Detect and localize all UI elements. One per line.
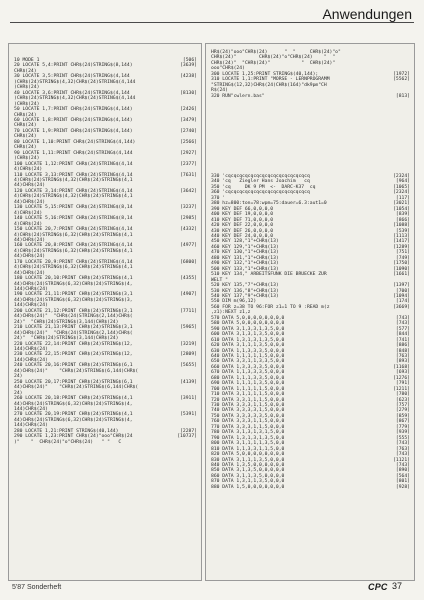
listing-code: 750 DATA 3,3,3,3,3,5,0,0,0 xyxy=(211,413,285,419)
listing-code: 24) xyxy=(14,374,23,380)
listing-code: 280 LOCATE 1,21:PRINT STRING$(40,144) xyxy=(14,428,119,434)
listing-checksum: [780] xyxy=(395,392,410,398)
listing-checksum: [964] xyxy=(395,179,410,185)
listing-checksum: [2324] xyxy=(393,190,410,196)
listing-checksum: [2377] xyxy=(180,161,197,167)
listing-code: 600 DATA 3,1,3,1,3,5,0,0,0 xyxy=(211,332,285,338)
listing-code: 240 LOCATE 20,16:PRINT CHR$(24)STRING$(6,1 xyxy=(14,363,133,369)
listing-checksum: [7631] xyxy=(180,172,197,178)
listing-checksum: [1661] xyxy=(393,272,410,278)
listing-code: 90 LOCATE 1,11:PRINT CHR$(24)STRING$(4,144 xyxy=(14,150,133,156)
listing-code: 800 DATA 3,1,1,1,1,3,5,0,0 xyxy=(211,441,285,447)
listing-checksum: [1276] xyxy=(393,375,410,381)
listing-checksum: [117] xyxy=(395,195,410,201)
listing-checksum: [4332] xyxy=(180,227,197,233)
listing-code: 44)CHR$(24)" "CHR$(24)STRING$(2,144)CHR$( xyxy=(14,330,133,336)
listing-checksum: [844] xyxy=(395,332,410,338)
listing-code: 60 LOCATE 1,8:PRINT CHR$(24)STRING$(4,144) xyxy=(14,117,133,123)
listing-code: 450 KEY 128,"1"+CHR$(13) xyxy=(211,239,279,245)
listing-checksum: [2927] xyxy=(180,150,197,156)
listing-code: 290 LOCATE 1,23:PRINT CHR$(24)"ooo"CHR$(24 xyxy=(14,434,133,440)
listing-code: 144)CHR$(24) xyxy=(14,407,48,412)
listing-checksum: [2426] xyxy=(180,107,197,113)
listing-code: 310 LOCATE 1,1:PRINT "MORSE - LERNPROGRAMM xyxy=(211,77,330,83)
listing-checksum: [893] xyxy=(395,359,410,365)
listing-code: 590 DATA 3,1,3,3,1,3,5,0,0 xyxy=(211,326,285,332)
listing-line xyxy=(14,440,197,445)
listing-code: 420 KEY DEF 22,0,0,0,0 xyxy=(211,223,274,229)
listing-checksum: [791] xyxy=(395,381,410,387)
listing-checksum: [4977] xyxy=(180,243,197,249)
listing-code: 220 LOCATE 22,14:PRINT CHR$(24)STRING$(12, xyxy=(14,341,133,347)
listing-code: 44)CHR$(24) xyxy=(14,254,46,260)
section-title: Anwendungen xyxy=(316,6,412,22)
listing-code: 180 LOCATE 20,10:PRINT CHR$(24)STRING$(4,1 xyxy=(14,276,133,282)
listing-checksum: [890] xyxy=(395,468,410,474)
listing-code: 760 DATA 3,3,3,1,1,5,0,0,0 xyxy=(211,419,285,425)
listing-code: )CHR$(24) xyxy=(14,85,40,91)
listing-code: 430 KEY DEF 26,0,0,0,0 xyxy=(211,228,274,234)
listing-code: 4)CHR$(24) xyxy=(14,210,43,216)
listing-code: 4)CHR$(24) xyxy=(14,167,43,173)
listing-code: 24)" "CHR$(24)STRING$(3,144)CHR$(24) xyxy=(14,319,119,325)
listing-code: ooo"CHR$(24) xyxy=(211,66,245,72)
listing-code: 360 'cqcqcqcqcqcqcqcqcqcqcqcqcqcqcq xyxy=(211,190,310,196)
listing-code: 570 DATA 5,0,0,0,0,0,0,0,0 xyxy=(211,315,285,321)
listing-code: 500 KEY 133,"1"+CHR$(13) xyxy=(211,266,279,272)
listing-checksum: [5562] xyxy=(393,77,410,83)
listing-checksum: [1054] xyxy=(393,206,410,212)
listing-code: 320 RUN"cwlern.bas" xyxy=(211,93,265,99)
listing-checksum: [866] xyxy=(395,217,410,223)
listing-checksum: [693] xyxy=(395,370,410,376)
listing-code: 550 DIM m(96,12) xyxy=(211,299,257,305)
listing-code: 530 KEY 136,"8"+CHR$(13) xyxy=(211,288,279,294)
listing-checksum: [577] xyxy=(395,326,410,332)
listing-checksum: [2985] xyxy=(180,216,197,222)
listing-code: 70 LOCATE 1,9:PRINT CHR$(24)STRING$(4,144) xyxy=(14,128,133,134)
listing-checksum: [10737] xyxy=(177,434,197,440)
listing-checksum: [2809] xyxy=(180,352,197,358)
listing-code: 780 DATA 3,1,3,1,3,1,5,0,0 xyxy=(211,430,285,436)
listing-code: 44)CHR$(24)STRING$(6,32)CHR$(24)STRING$(4, xyxy=(14,417,133,423)
listing-code: 150 LOCATE 20,7:PRINT CHR$(24)STRING$(4,14 xyxy=(14,227,133,233)
listing-code: 144)CHR$(24) xyxy=(14,347,48,353)
listing-code: 44)CHR$(24)STRING$(6,32)CHR$(24)STRING$(4, xyxy=(14,401,133,407)
listing-checksum: [4238] xyxy=(180,74,197,80)
page-header xyxy=(0,0,424,30)
page-number: 37 xyxy=(392,581,403,591)
listing-code: 860 DATA 3,1,1,3,5,0,0,0,0 xyxy=(211,473,285,479)
listing-code: 580 DATA 5,0,0,0,0,0,0,0,0 xyxy=(211,321,285,327)
listing-checksum: [1088] xyxy=(393,223,410,229)
listing-checksum: [623] xyxy=(395,397,410,403)
listing-code: "STRING$(12,32)CHR$(24)CHR$(164)"dk9pm"CH xyxy=(211,82,327,88)
listing-checksum: [741] xyxy=(395,337,410,343)
listing-checksum: [2566] xyxy=(180,139,197,145)
listing-code: )CHR$(24) xyxy=(14,101,40,107)
listing-checksum: [174] xyxy=(395,299,410,305)
footer-issue: 5'87 Sonderheft xyxy=(12,584,62,591)
listing-code: )" " CHR$(24)"o"CHR$(24) " " C xyxy=(14,439,122,445)
listing-checksum: [1168] xyxy=(393,364,410,370)
listing-column-right xyxy=(205,43,415,581)
listing-checksum: [700] xyxy=(395,288,410,294)
listing-checksum: [564] xyxy=(395,473,410,479)
listing-code: 144)CHR$(24) xyxy=(14,423,48,429)
listing-code: 110 LOCATE 3,13:PRINT CHR$(24)STRING$(4,14 xyxy=(14,172,133,178)
listing-code: 144)CHR$(24) xyxy=(14,357,48,363)
listing-checksum: [763] xyxy=(395,446,410,452)
listing-checksum: [5391] xyxy=(180,412,197,418)
listing-checksum: [8130] xyxy=(180,90,197,96)
listing-checksum: [1972] xyxy=(393,71,410,77)
listing-checksum: [4355] xyxy=(180,276,197,282)
listing-checksum: [5655] xyxy=(180,363,197,369)
listing-checksum: [506] xyxy=(182,58,197,63)
listing-checksum: [1211] xyxy=(393,386,410,392)
listing-checksum: [743] xyxy=(395,463,410,469)
listing-checksum: [1121] xyxy=(393,457,410,463)
listing-checksum: [743] xyxy=(395,315,410,321)
listing-code: 190 LOCATE 21,11:PRINT CHR$(24)STRING$(3,1 xyxy=(14,292,133,298)
listing-checksum: [763] xyxy=(395,353,410,359)
listing-code: HR$(24)"ooo"CHR$(24) " " CHR$(24)"o" xyxy=(211,50,341,55)
listing-checksum: [3911] xyxy=(180,396,197,402)
listing-code: 680 DATA 1,1,1,3,3,5,0,0,0 xyxy=(211,375,285,381)
listing-code: 630 DATA 1,1,3,3,3,5,0,0,0 xyxy=(211,348,285,354)
listing-code: CHR$(24)" CHR$(24)"o"CHR$(24) " " xyxy=(211,55,336,61)
listing-code: 4)CHR$(24) xyxy=(14,221,43,227)
listing-code: 300 LOCATE 1,25:PRINT STRING$(40,144); xyxy=(211,71,319,77)
listing-checksum: [3479] xyxy=(180,117,197,123)
listing-checksum: [3669] xyxy=(393,304,410,310)
listing-checksum: [1094] xyxy=(393,293,410,299)
listing-code: 660 DATA 1,3,3,3,3,5,0,0,0 xyxy=(211,364,285,370)
listing-code: 44)CHR$(24) xyxy=(14,199,46,205)
listing-checksum: [2287] xyxy=(180,428,197,434)
listing-code: 140 LOCATE 5,16:PRINT CHR$(24)STRING$(8,14 xyxy=(14,216,133,222)
listing-code: 810 DATA 1,1,3,3,1,1,5,0,0 xyxy=(211,446,285,452)
listing-checksum: [743] xyxy=(395,321,410,327)
listing-code: 770 DATA 3,3,3,1,1,5,0,0,0 xyxy=(211,424,285,430)
listing-checksum: [2740] xyxy=(180,128,197,134)
listing-code: 610 DATA 1,3,1,3,1,3,5,0,0 xyxy=(211,337,285,343)
listing-code: 30 LOCATE 3,5:PRINT CHR$(24)STRING$(4,144 xyxy=(14,74,130,80)
listing-code: 230 LOCATE 22,15:PRINT CHR$(24)STRING$(12, xyxy=(14,352,133,358)
listing-code: 24)" "CHR$(24)STRING$(3,144)CHR$(24) xyxy=(14,336,119,342)
listing-checksum: [751] xyxy=(395,250,410,256)
listing-column-left xyxy=(8,43,202,581)
listing-code: 380 hz=800:ton=78:wpm=75:dauer=6.3:aut1=0 xyxy=(211,201,327,207)
listing-code: 870 DATA 1,3,1,1,3,5,0,0,0 xyxy=(211,479,285,485)
listing-code: 640 DATA 1,1,1,1,1,5,0,0,0 xyxy=(211,353,285,359)
listing-code: 44)CHR$(24) xyxy=(14,237,46,243)
listing-checksum: [928] xyxy=(395,484,410,490)
listing-code: 740 DATA 3,3,3,3,1,5,0,0,0 xyxy=(211,408,285,414)
listing-code: 144)CHR$(24) xyxy=(14,287,48,293)
listing-checksum: [939] xyxy=(395,430,410,436)
listing-code: 4)CHR$(24)STRING$(6,32)CHR$(24)STRING$(4,1 xyxy=(14,232,133,238)
listing-code: 730 DATA 3,3,3,1,1,5,0,0,0 xyxy=(211,403,285,409)
listing-checksum: [757] xyxy=(395,403,410,409)
listing-code: )CHR$(24)STRING$(4,32)CHR$(24)STRING$(4,144 xyxy=(14,79,136,85)
listing-block-right-top xyxy=(211,50,410,99)
listing-code: 540 KEY 137,"9"+CHR$(13) xyxy=(211,293,279,299)
listing-code: 44)CHR$(24)" "CHR$(24)STRING$(6,144)CHR$( xyxy=(14,368,139,374)
listing-code: 120 LOCATE 3,14:PRINT CHR$(24)STRING$(4,14 xyxy=(14,188,133,194)
listing-line xyxy=(211,485,410,490)
listing-code: 4)CHR$(24)STRING$(4,32)CHR$(24)STRING$(4,1 xyxy=(14,194,133,200)
listing-code: 144)CHR$(24) xyxy=(14,303,48,309)
listing-code: 130 LOCATE 5,15:PRINT CHR$(24)STRING$(8,14 xyxy=(14,205,133,211)
listing-checksum: [867] xyxy=(395,419,410,425)
listing-code: 460 KEY 129,"1"+CHR$(13) xyxy=(211,244,279,250)
listing-code: 850 DATA 3,1,3,5,0,0,0,0,0 xyxy=(211,468,285,474)
listing-code: ,z1):NEXT z1,z xyxy=(211,310,251,316)
listing-code: CHR$(24) xyxy=(14,123,37,129)
listing-checksum: [839] xyxy=(395,212,410,218)
listing-checksum: [1417] xyxy=(393,239,410,245)
listing-code: WELT " xyxy=(211,277,228,283)
listing-code: 170 LOCATE 20,9:PRINT CHR$(24)STRING$(4,14 xyxy=(14,259,133,265)
listing-code: 720 DATA 3,3,1,1,1,5,0,0,0 xyxy=(211,397,285,403)
listing-checksum: [3642] xyxy=(180,188,197,194)
listing-code: 820 DATA 5,0,0,0,0,0,0,0,0 xyxy=(211,452,285,458)
listing-code: 270 LOCATE 20,19:PRINT CHR$(24)STRING$(4,1 xyxy=(14,412,133,418)
listing-code: 490 KEY 132,"1"+CHR$(13) xyxy=(211,261,279,267)
listing-code: CHR$(24) xyxy=(14,145,37,151)
listing-code: 250 LOCATE 20,17:PRINT CHR$(24)STRING$(6,1 xyxy=(14,379,133,385)
listing-code: 370 ' xyxy=(211,195,226,201)
listing-checksum: [4907] xyxy=(180,292,197,298)
listing-code: 790 DATA 1,3,1,3,1,3,5,0,0 xyxy=(211,435,285,441)
listing-code: 160 LOCATE 20,8:PRINT CHR$(24)STRING$(4,14 xyxy=(14,243,133,249)
listing-checksum: [813] xyxy=(395,93,410,99)
listing-code: 44)CHR$(24)STRING$(6,32)CHR$(24)STRING$(3, xyxy=(14,297,133,303)
listing-code: CHR$(24) xyxy=(14,112,37,118)
listing-checksum: [539] xyxy=(395,228,410,234)
listing-code: 410 KEY DEF 71,0,0,0,0 xyxy=(211,217,274,223)
listing-code: 80 LOCATE 1,10:PRINT CHR$(24)STRING$(4,144) xyxy=(14,139,136,145)
listing-code: 700 DATA 1,1,1,1,1,5,0,0,0 xyxy=(211,386,285,392)
header-rule xyxy=(10,22,414,23)
listing-checksum: [1065] xyxy=(393,184,410,190)
listing-checksum: [859] xyxy=(395,413,410,419)
listing-code: 510 KEY 134," ARBEITSFUNK DIE BRUECKE ZUR xyxy=(211,272,327,278)
listing-code: 830 DATA 3,1,1,1,3,5,0,0,0 xyxy=(211,457,285,463)
listing-checksum: [1090] xyxy=(393,266,410,272)
listing-checksum: [6800] xyxy=(180,259,197,265)
listing-checksum: [1750] xyxy=(393,261,410,267)
listing-checksum: [7711] xyxy=(180,308,197,314)
listing-checksum: [3219] xyxy=(180,341,197,347)
listing-code: 4)CHR$(24)STRING$(4,32)CHR$(24)STRING$(4,1 xyxy=(14,177,133,183)
listing-checksum: [5965] xyxy=(180,325,197,331)
listing-line xyxy=(211,94,410,99)
listing-code: 44)CHR$(24) xyxy=(14,270,46,276)
listing-code: 690 DATA 1,1,1,1,3,5,0,0,0 xyxy=(211,381,285,387)
listing-checksum: [779] xyxy=(395,424,410,430)
magazine-logo: CPC xyxy=(368,582,388,592)
listing-block-left xyxy=(14,58,197,445)
listing-checksum: [749] xyxy=(395,255,410,261)
listing-checksum: [886] xyxy=(395,343,410,349)
listing-code: 210 LOCATE 21,13:PRINT CHR$(24)STRING$(3,1 xyxy=(14,325,133,331)
listing-code: 44)CHR$(24)STRING$(6,32)CHR$(24)STRING$(4, xyxy=(14,281,133,287)
listing-checksum: [1397] xyxy=(393,283,410,289)
listing-code: 20 LOCATE 5,4:PRINT CHR$(24)STRING$(8,144) xyxy=(14,63,133,69)
listing-code: 400 KEY DEF 19,0,0,0,0 xyxy=(211,212,274,218)
listing-checksum: [1113] xyxy=(393,233,410,239)
listing-code: 840 DATA 1,3,5,0,0,0,0,0,0 xyxy=(211,463,285,469)
listing-checksum: [2324] xyxy=(393,174,410,179)
listing-code: )CHR$(24)STRING$(4,32)CHR$(24)STRING$(4,144 xyxy=(14,96,136,102)
listing-code: 440 KEY DEF 24,0,0,0,0 xyxy=(211,233,274,239)
listing-code: 470 KEY 130,"1"+CHR$(13) xyxy=(211,250,279,256)
listing-code: CHR$(24)" "CHR$(24)" " CHR$(24)" xyxy=(211,60,336,66)
listing-code: 350 'cq DK 9 PM <- DARC-K37 cq xyxy=(211,184,316,190)
listing-code: 390 KEY DEF 66,0,0,0,0 xyxy=(211,206,274,212)
listing-code: 4)CHR$(24)STRING$(6,32)CHR$(24)STRING$(4,1 xyxy=(14,265,133,271)
listing-block-right-bottom xyxy=(211,174,410,490)
listing-checksum: [555] xyxy=(395,435,410,441)
listing-checksum: [848] xyxy=(395,348,410,354)
listing-checksum: [801] xyxy=(395,479,410,485)
listing-code: )CHR$(24) xyxy=(14,156,40,162)
listing-code: R$(24) xyxy=(211,88,228,94)
listing-code: 260 LOCATE 20,18:PRINT CHR$(24)STRING$(4,1 xyxy=(14,396,133,402)
listing-checksum: [3237] xyxy=(180,205,197,211)
listing-checksum: [743] xyxy=(395,441,410,447)
listing-code: 100 LOCATE 1,12:PRINT CHR$(24)STRING$(4,14 xyxy=(14,161,133,167)
listing-code: 560 FOR z=38 TO 96:FOR z1=1 TO 9 :READ m(z xyxy=(211,304,330,310)
listing-code: 710 DATA 3,1,1,1,1,5,0,0,0 xyxy=(211,392,285,398)
listing-code: 340 'cq Ziegler Hans Joachim cq xyxy=(211,179,310,185)
listing-code: 650 DATA 3,3,1,1,3,3,5,0,0 xyxy=(211,359,285,365)
listing-code: 620 DATA 3,1,1,1,3,5,0,0,0 xyxy=(211,343,285,349)
listing-code: 50 LOCATE 1,7:PRINT CHR$(24)STRING$(4,144) xyxy=(14,107,133,113)
listing-code: 24) xyxy=(14,390,23,396)
listing-code: CHR$(24) xyxy=(14,68,37,74)
listing-checksum: [279] xyxy=(395,408,410,414)
listing-checksum: [743] xyxy=(395,452,410,458)
listing-code: 44)CHR$(24)" "CHR$(24)STRING$(2,144)CHR$( xyxy=(14,314,133,320)
listing-checksum: [3639] xyxy=(180,63,197,69)
listing-code: 10 MODE 1 xyxy=(14,58,40,63)
listing-checksum: [4139] xyxy=(180,379,197,385)
listing-code: 40 LOCATE 3,6:PRINT CHR$(24)STRING$(4,144 xyxy=(14,90,130,96)
listing-code: 880 DATA 1,5,0,0,0,0,0,0,0 xyxy=(211,484,285,490)
listing-code: 480 KEY 131,"1"+CHR$(13) xyxy=(211,255,279,261)
listing-code: CHR$(24) xyxy=(14,134,37,140)
listing-code: 330 'cqcqcqcqcqcqcqcqcqcqcqcqcqcqcq xyxy=(211,174,310,179)
listing-code: 670 DATA 1,1,3,3,3,5,0,0,0 xyxy=(211,370,285,376)
listing-checksum: [1289] xyxy=(393,244,410,250)
listing-checksum: [3021] xyxy=(393,201,410,207)
listing-code: 44)CHR$(24) xyxy=(14,183,46,189)
listing-code: 520 KEY 135,"7"+CHR$(13) xyxy=(211,283,279,289)
listing-code: 200 LOCATE 21,12:PRINT CHR$(24)STRING$(3,1 xyxy=(14,308,133,314)
listing-code: 4)CHR$(24)STRING$(6,32)CHR$(24)STRING$(4,1 xyxy=(14,248,133,254)
listing-code: 44)CHR$(24)" "CHR$(24)STRING$(6,144)CHR$( xyxy=(14,385,139,391)
